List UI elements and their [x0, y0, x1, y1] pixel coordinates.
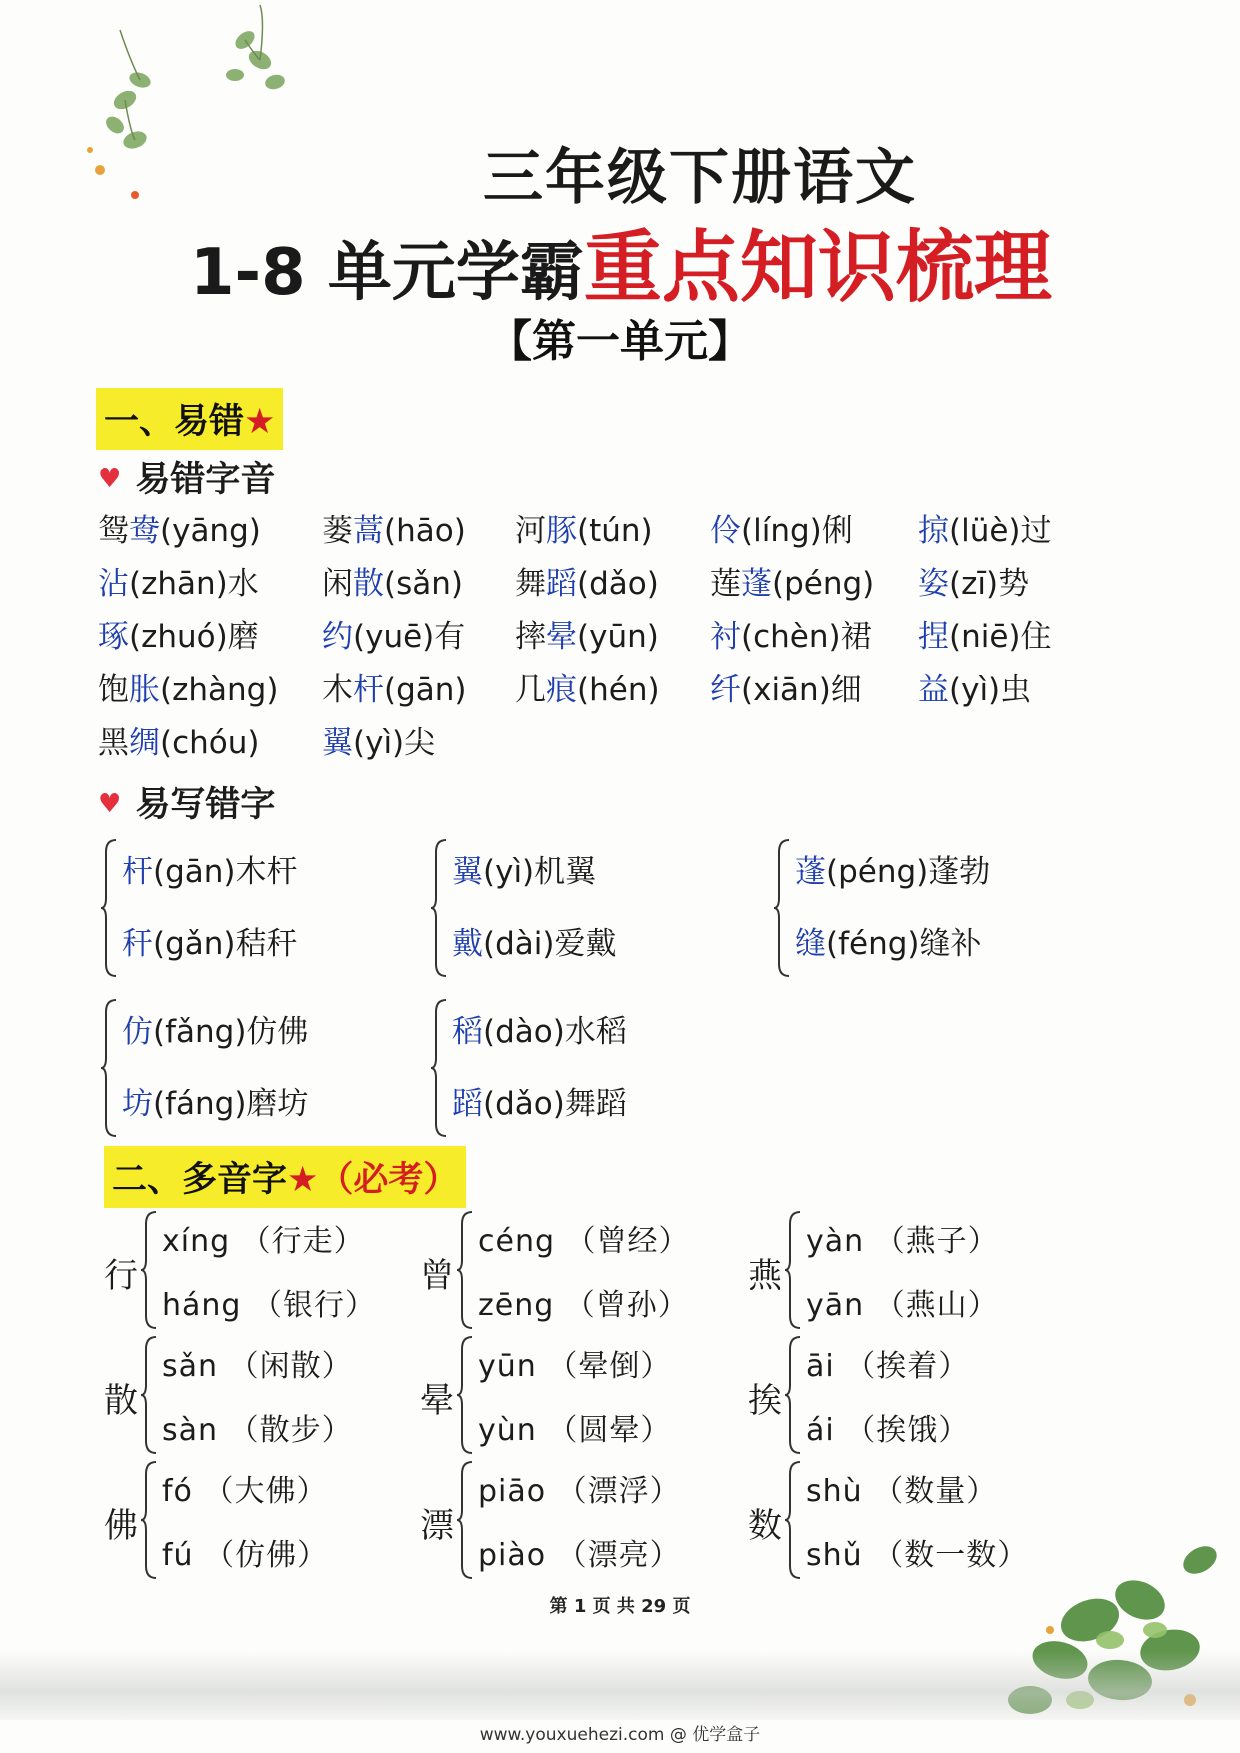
miswritten-key-char: 稻 [452, 1014, 483, 1050]
miswritten-text: (féng)缝补 [826, 926, 982, 962]
pronunciation-item [918, 611, 1052, 656]
pronunciation-suffix: (gān) [384, 672, 467, 708]
miswritten-item [122, 918, 298, 963]
pronunciation-suffix: (sǎn) [384, 566, 463, 602]
brace-icon [430, 998, 450, 1138]
miswritten-group [100, 838, 400, 978]
polyphone-group [104, 1460, 424, 1580]
pronunciation-prefix: 黑 [98, 725, 129, 761]
pronunciation-prefix: 饱 [98, 672, 129, 708]
subsection-miswritten-label: 易写错字 [135, 785, 276, 825]
miswritten-key-char: 缝 [795, 926, 826, 962]
pronunciation-prefix: 几 [515, 672, 546, 708]
section-2-note: （必考） [318, 1160, 459, 1200]
miswritten-text: (gān)木杆 [153, 854, 298, 890]
pronunciation-suffix: (yuē)有 [353, 619, 466, 655]
subsection-miswritten-heading [98, 777, 275, 827]
pronunciation-suffix: (xiān)细 [741, 672, 862, 708]
subsection-pronunciation-label: 易错字音 [135, 460, 276, 500]
pronunciation-key-char: 掠 [918, 513, 949, 549]
pronunciation-item [710, 505, 853, 550]
pronunciation-key-char: 姿 [918, 566, 949, 602]
pronunciation-item [515, 558, 659, 603]
pronunciation-suffix: (hāo) [384, 513, 466, 549]
miswritten-text: (dào)水稻 [483, 1014, 627, 1050]
pronunciation-prefix: 莲 [710, 566, 741, 602]
section-2-label: 二、多音字 [112, 1160, 288, 1200]
pronunciation-item [710, 558, 874, 603]
pronunciation-key-char: 伶 [710, 513, 741, 549]
miswritten-key-char: 蹈 [452, 1086, 483, 1122]
miswritten-key-char: 戴 [452, 926, 483, 962]
polyphone-reading: yān （燕山） [806, 1288, 999, 1323]
pronunciation-item [98, 717, 260, 762]
pronunciation-key-char: 杆 [353, 672, 384, 708]
brace-icon [100, 838, 120, 978]
polyphone-reading: fú （仿佛） [162, 1538, 329, 1573]
miswritten-item [122, 1078, 308, 1123]
polyphone-group [420, 1460, 740, 1580]
pronunciation-suffix: (hén) [577, 672, 660, 708]
polyphone-char: 散 [104, 1381, 138, 1421]
pronunciation-item [918, 505, 1052, 550]
pronunciation-item [322, 611, 465, 656]
polyphone-group [104, 1210, 424, 1330]
brace-icon [430, 838, 450, 978]
miswritten-item [452, 1006, 627, 1051]
pronunciation-key-char: 纤 [710, 672, 741, 708]
miswritten-group [100, 998, 400, 1138]
page-title: 三年级下册语文 [483, 143, 917, 213]
brace-icon [100, 998, 120, 1138]
pronunciation-suffix: (zhān)水 [129, 566, 259, 602]
miswritten-item [122, 1006, 308, 1051]
pronunciation-item [918, 664, 1031, 709]
watermark: www.youxuehezi.com @ 优学盒子 [479, 1725, 761, 1745]
pronunciation-key-char: 鸯 [129, 513, 160, 549]
miswritten-key-char: 坊 [122, 1086, 153, 1122]
miswritten-key-char: 仿 [122, 1014, 153, 1050]
page-number: 第 1 页 共 29 页 [549, 1596, 691, 1617]
subtitle-black: 1-8 单元学霸 [190, 236, 584, 310]
polyphone-reading: āi （挨着） [806, 1349, 970, 1384]
polyphone-group [104, 1335, 424, 1455]
pronunciation-key-char: 散 [353, 566, 384, 602]
miswritten-text: (yì)机翼 [483, 854, 597, 890]
star-icon: ★ [244, 402, 276, 442]
pronunciation-item [918, 558, 1029, 603]
polyphone-reading: sǎn （闲散） [162, 1349, 353, 1384]
pronunciation-suffix: (zī)势 [949, 566, 1030, 602]
pronunciation-suffix: (yāng) [160, 513, 261, 549]
miswritten-item [452, 1078, 627, 1123]
pronunciation-prefix: 蒌 [322, 513, 353, 549]
pronunciation-item [515, 505, 653, 550]
pronunciation-suffix: (yì)尖 [353, 725, 436, 761]
pronunciation-prefix: 鸳 [98, 513, 129, 549]
miswritten-item [795, 846, 990, 891]
pronunciation-key-char: 蓬 [741, 566, 772, 602]
star-icon: ★ [287, 1160, 319, 1200]
polyphone-char: 晕 [420, 1381, 454, 1421]
polyphone-char: 行 [104, 1256, 138, 1296]
miswritten-group [430, 998, 730, 1138]
polyphone-char: 曾 [420, 1256, 454, 1296]
polyphone-char: 数 [748, 1506, 782, 1546]
pronunciation-suffix: (chèn)裙 [741, 619, 872, 655]
polyphone-reading: zēng （曾孙） [478, 1288, 689, 1323]
brace-icon [456, 1210, 476, 1330]
miswritten-group [430, 838, 730, 978]
pronunciation-prefix: 木 [322, 672, 353, 708]
polyphone-reading: céng （曾经） [478, 1224, 690, 1259]
pronunciation-suffix: (dǎo) [577, 566, 659, 602]
pronunciation-prefix: 河 [515, 513, 546, 549]
pronunciation-key-char: 约 [322, 619, 353, 655]
pronunciation-key-char: 捏 [918, 619, 949, 655]
pronunciation-key-char: 沾 [98, 566, 129, 602]
section-2-heading [104, 1146, 466, 1208]
polyphone-char: 挨 [748, 1381, 782, 1421]
polyphone-reading: fó （大佛） [162, 1474, 328, 1509]
unit-heading: 【第一单元】 [488, 316, 752, 367]
pronunciation-suffix: (chóu) [160, 725, 260, 761]
polyphone-reading: shù （数量） [806, 1474, 998, 1509]
polyphone-group [748, 1210, 1068, 1330]
pronunciation-key-char: 翼 [322, 725, 353, 761]
heart-icon: ♥ [98, 464, 122, 494]
miswritten-key-char: 翼 [452, 854, 483, 890]
pronunciation-key-char: 衬 [710, 619, 741, 655]
miswritten-text: (péng)蓬勃 [826, 854, 991, 890]
subsection-pronunciation-heading [98, 452, 275, 502]
bottom-wash-decoration [0, 1650, 1240, 1720]
polyphone-reading: shǔ （数一数） [806, 1538, 1029, 1573]
pronunciation-suffix: (lüè)过 [949, 513, 1052, 549]
pronunciation-prefix: 闲 [322, 566, 353, 602]
polyphone-group [420, 1210, 740, 1330]
brace-icon [456, 1335, 476, 1455]
pronunciation-suffix: (yūn) [577, 619, 659, 655]
polyphone-reading: piāo （漂浮） [478, 1474, 681, 1509]
miswritten-text: (fáng)磨坊 [153, 1086, 309, 1122]
section-1-heading [96, 388, 283, 450]
subtitle-red: 重点知识梳理 [583, 223, 1052, 313]
polyphone-reading: yūn （晕倒） [478, 1349, 672, 1384]
pronunciation-item [322, 717, 435, 762]
miswritten-text: (dǎo)舞蹈 [483, 1086, 627, 1122]
pronunciation-suffix: (tún) [577, 513, 653, 549]
brace-icon [140, 1335, 160, 1455]
polyphone-char: 漂 [420, 1506, 454, 1546]
pronunciation-suffix: (yì)虫 [949, 672, 1032, 708]
pronunciation-suffix: (péng) [772, 566, 875, 602]
pronunciation-item [98, 611, 259, 656]
pronunciation-suffix: (zhuó)磨 [129, 619, 259, 655]
polyphone-char: 燕 [748, 1256, 782, 1296]
polyphone-group [748, 1335, 1068, 1455]
polyphone-reading: xíng （行走） [162, 1224, 365, 1259]
page-subtitle [190, 205, 1052, 317]
polyphone-reading: yùn （圆晕） [478, 1413, 672, 1448]
miswritten-group [773, 838, 1073, 978]
brace-icon [784, 1335, 804, 1455]
miswritten-key-char: 秆 [122, 926, 153, 962]
miswritten-text: (gǎn)秸秆 [153, 926, 298, 962]
polyphone-char: 佛 [104, 1506, 138, 1546]
pronunciation-key-char: 痕 [546, 672, 577, 708]
pronunciation-suffix: (líng)俐 [741, 513, 853, 549]
section-1-label: 一、易错 [104, 402, 245, 442]
pronunciation-item [98, 505, 261, 550]
pronunciation-prefix: 摔 [515, 619, 546, 655]
miswritten-item [795, 918, 982, 963]
miswritten-item [452, 846, 596, 891]
pronunciation-item [322, 664, 467, 709]
heart-icon: ♥ [98, 789, 122, 819]
pronunciation-key-char: 晕 [546, 619, 577, 655]
pronunciation-key-char: 绸 [129, 725, 160, 761]
pronunciation-item [710, 664, 862, 709]
brace-icon [784, 1210, 804, 1330]
polyphone-group [748, 1460, 1068, 1580]
pronunciation-item [515, 664, 660, 709]
pronunciation-item [98, 558, 259, 603]
pronunciation-item [322, 558, 463, 603]
pronunciation-key-char: 胀 [129, 672, 160, 708]
brace-icon [784, 1460, 804, 1580]
polyphone-reading: piào （漂亮） [478, 1538, 681, 1573]
pronunciation-key-char: 蒿 [353, 513, 384, 549]
polyphone-reading: háng （银行） [162, 1288, 376, 1323]
pronunciation-key-char: 益 [918, 672, 949, 708]
miswritten-key-char: 杆 [122, 854, 153, 890]
pronunciation-key-char: 蹈 [546, 566, 577, 602]
pronunciation-item [710, 611, 872, 656]
miswritten-key-char: 蓬 [795, 854, 826, 890]
polyphone-group [420, 1335, 740, 1455]
pronunciation-key-char: 豚 [546, 513, 577, 549]
brace-icon [140, 1210, 160, 1330]
pronunciation-suffix: (niē)住 [949, 619, 1052, 655]
pronunciation-key-char: 琢 [98, 619, 129, 655]
pronunciation-item [322, 505, 466, 550]
polyphone-reading: yàn （燕子） [806, 1224, 999, 1259]
pronunciation-item [98, 664, 278, 709]
polyphone-reading: ái （挨饿） [806, 1413, 970, 1448]
brace-icon [140, 1460, 160, 1580]
brace-icon [456, 1460, 476, 1580]
pronunciation-suffix: (zhàng) [160, 672, 279, 708]
miswritten-item [452, 918, 616, 963]
brace-icon [773, 838, 793, 978]
miswritten-item [122, 846, 298, 891]
pronunciation-prefix: 舞 [515, 566, 546, 602]
pronunciation-item [515, 611, 659, 656]
miswritten-text: (dài)爱戴 [483, 926, 617, 962]
polyphone-reading: sàn （散步） [162, 1413, 353, 1448]
miswritten-text: (fǎng)仿佛 [153, 1014, 309, 1050]
